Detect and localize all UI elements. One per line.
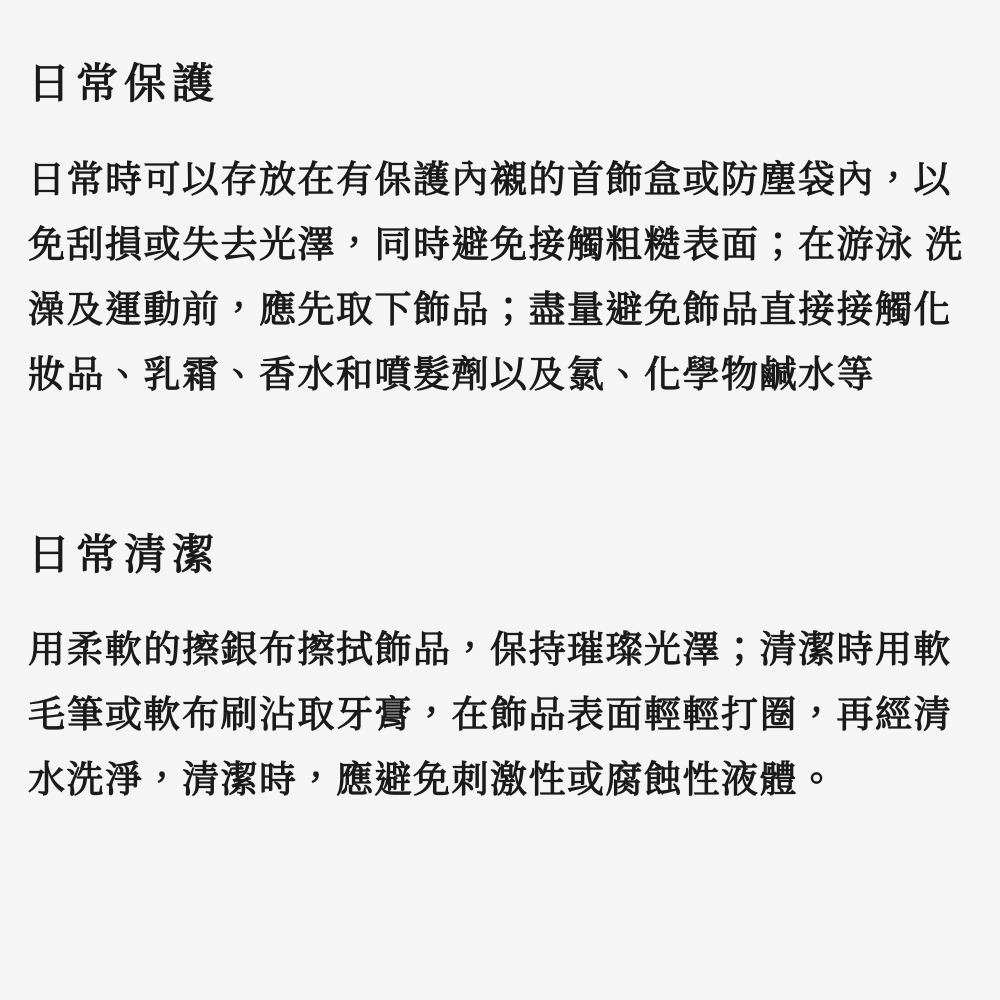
daily-protection-section xyxy=(28,58,968,407)
daily-cleaning-body: 用柔軟的擦銀布擦拭飾品，保持璀璨光澤；清潔時用軟毛筆或軟布刷沾取牙膏，在飾品表面輕輕打圈，再經清水洗淨，清潔時，應避免刺激性或腐蝕性液體。 xyxy=(28,629,952,800)
daily-cleaning-section xyxy=(28,529,968,813)
daily-protection-heading: 日常保護 xyxy=(28,60,221,107)
daily-protection-body: 日常時可以存放在有保護內襯的首飾盒或防塵袋內，以免刮損或失去光澤，同時避免接觸粗糙表面；在游泳 洗澡及運動前，應先取下飾品；盡量避免飾品直接接觸化妝品、乳霜、香水和噴髮劑以及氯、化學物鹹水等 xyxy=(28,158,964,395)
daily-cleaning-heading: 日常清潔 xyxy=(28,530,221,578)
